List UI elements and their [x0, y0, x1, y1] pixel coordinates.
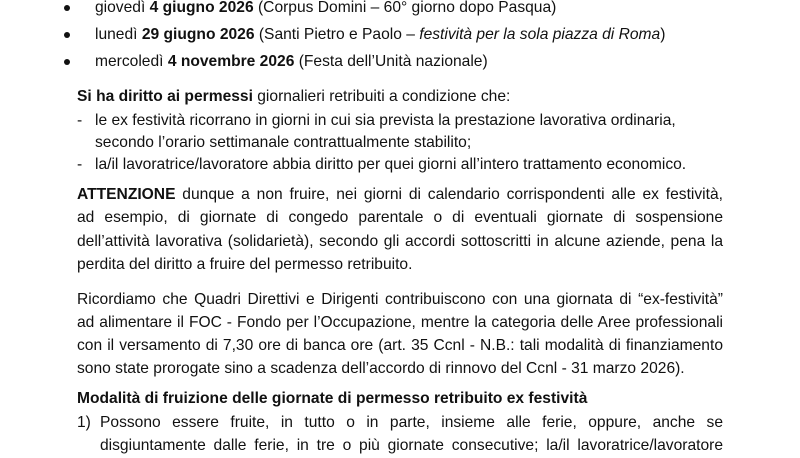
- reminder-line-3: con il versamento di 7,30 ore di banca ore (art. 35 Ccnl - N.B.: tali modalità di finanziamento: [77, 337, 723, 354]
- reminder-line-1: Ricordiamo che Quadri Direttivi e Dirigenti contribuiscono con una giornata di “ex-festività”: [77, 291, 723, 308]
- bullet-icon: [64, 59, 70, 65]
- section-heading: Modalità di fruizione delle giornate di permesso retribuito ex festività: [77, 390, 588, 407]
- dash-marker: -: [77, 156, 83, 173]
- holiday-text: lunedì 29 giugno 2026 (Santi Pietro e Paolo – festività per la sola piazza di Roma): [95, 26, 666, 43]
- attention-line-3: dell’attività lavorativa (solidarietà), secondo gli accordi sottoscritti in alcune aziende, pena la: [77, 233, 723, 250]
- item-1-line-1: Possono essere fruite, in tutto o in parte, insieme alle ferie, oppure, anche se: [100, 414, 723, 431]
- attention-line-4: perdita del diritto a fruire del permesso retribuito.: [77, 256, 413, 273]
- attention-line-2: ad esempio, di giornate di congedo parentale o di eventuali giornate di sospensione: [77, 209, 723, 226]
- bullet-icon: [64, 5, 70, 11]
- list-number: 1): [77, 414, 91, 431]
- condition-1-line-1: le ex festività ricorrano in giorni in cui sia prevista la prestazione lavorativa ordinaria,: [95, 112, 676, 129]
- bullet-icon: [64, 32, 70, 38]
- condition-1-line-2: secondo l’orario settimanale contrattualmente stabilito;: [95, 134, 472, 151]
- item-1-line-2: disgiuntamente dalle ferie, in tre o più giornate consecutive; la/il lavoratrice/lavoratore: [100, 437, 723, 454]
- reminder-line-2: ad alimentare il FOC - Fondo per l’Occupazione, mentre la categoria delle Aree professionali: [77, 314, 723, 331]
- holiday-text: giovedì 4 giugno 2026 (Corpus Domini – 60° giorno dopo Pasqua): [95, 0, 557, 16]
- reminder-line-4: sono state prorogate sino a scadenza dell’accordo di rinnovo del Ccnl - 31 marzo 2026).: [77, 360, 685, 377]
- attention-line-1: ATTENZIONE dunque a non fruire, nei giorni di calendario corrispondenti alle ex festività,: [77, 186, 723, 203]
- holiday-text: mercoledì 4 novembre 2026 (Festa dell’Unità nazionale): [95, 53, 488, 70]
- dash-marker: -: [77, 112, 83, 129]
- condition-2: la/il lavoratrice/lavoratore abbia diritto per quei giorni all’intero trattamento economico.: [95, 156, 687, 173]
- rights-lead: Si ha diritto ai permessi giornalieri retribuiti a condizione che:: [77, 88, 511, 105]
